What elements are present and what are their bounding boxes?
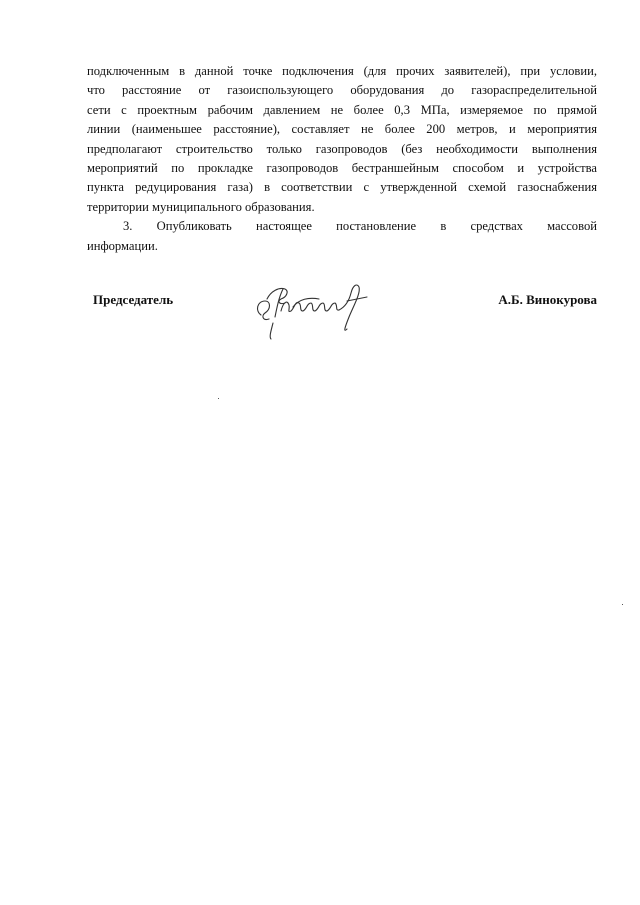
scan-speck bbox=[622, 604, 623, 605]
scan-speck bbox=[218, 398, 219, 399]
text-line: информации. bbox=[87, 238, 158, 253]
text-line: пункта редуцирования газа) в соответствии с утвержденной схемой газоснабжения bbox=[87, 180, 597, 195]
text-line: линии (наименьшее расстояние), составляет не более 200 метров, и мероприятия bbox=[87, 122, 597, 137]
signatory-name: А.Б. Винокурова bbox=[498, 292, 597, 307]
signature-block bbox=[93, 285, 597, 355]
paragraph-3 bbox=[87, 217, 597, 256]
text-line: что расстояние от газоиспользующего оборудования до газораспределительной bbox=[87, 83, 597, 98]
handwritten-signature bbox=[253, 277, 383, 347]
text-line: территории муниципального образования. bbox=[87, 199, 315, 214]
text-line: подключенным в данной точке подключения (для прочих заявителей), при условии, bbox=[87, 64, 597, 78]
paragraph-2-tail bbox=[87, 62, 597, 217]
text-line: сети с проектным рабочим давлением не более 0,3 МПа, измеряемое по прямой bbox=[87, 102, 597, 117]
text-line: предполагают строительство только газопроводов (без необходимости выполнения bbox=[87, 141, 597, 156]
text-line: 3. Опубликовать настоящее постановление в средствах массовой bbox=[123, 219, 597, 234]
signatory-title: Председатель bbox=[93, 292, 174, 307]
text-line: мероприятий по прокладке газопроводов бестраншейным способом и устройства bbox=[87, 161, 597, 176]
document-body bbox=[87, 62, 597, 256]
